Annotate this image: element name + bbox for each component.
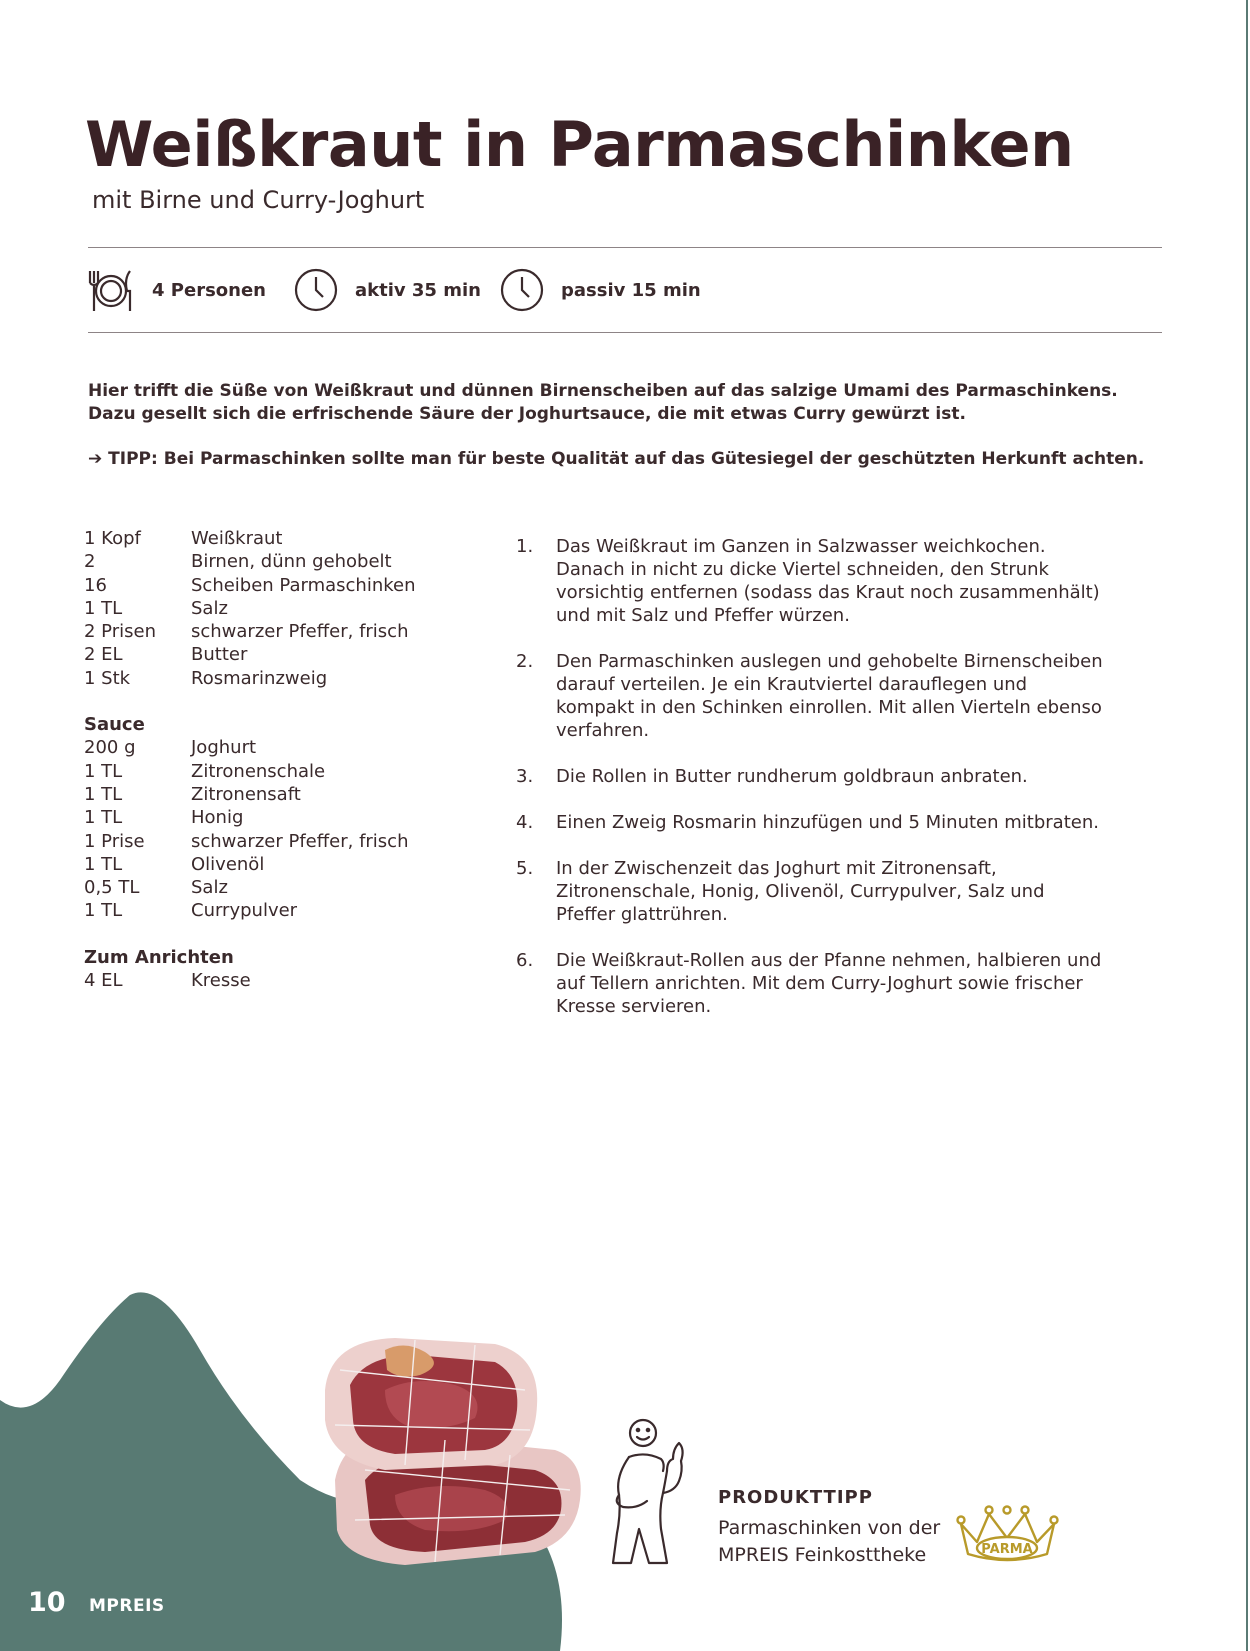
step-text: Das Weißkraut im Ganzen in Salzwasser weichkochen. Danach in nicht zu dicke Viertel schneiden, den Strunk vorsichtig entfernen (sodass das Kraut noch zusammenhält) und mit Salz und Pfeffer würzen. [556, 536, 1100, 626]
ingredient-item: schwarzer Pfeffer, frisch [191, 621, 409, 643]
arrow-right-icon: ➔ [88, 449, 103, 469]
step-number: 4. [516, 812, 534, 833]
intro-line-1: Hier trifft die Süße von Weißkraut und dünnen Birnenscheiben auf das salzige Umami des Parmaschinkens. [88, 381, 1118, 401]
ingredient-item: Kresse [191, 970, 251, 992]
ingredient-item: Salz [191, 597, 228, 619]
ingredient-qty: 0,5 TL [84, 877, 140, 899]
brand-logo: MPREIS [89, 1596, 165, 1616]
ingredient-row [84, 806, 504, 829]
servings-label: 4 Personen [152, 279, 266, 301]
garnish-heading: Zum Anrichten [84, 946, 234, 968]
ingredient-item: Zitronensaft [191, 783, 301, 805]
parma-crown-seal-icon [955, 1502, 1060, 1572]
step-number: 2. [516, 651, 534, 672]
divider-bottom [88, 332, 1162, 333]
intro-line-2: Dazu gesellt sich die erfrischende Säure der Joghurtsauce, die mit etwas Curry gewürzt ist. [88, 404, 966, 424]
ingredient-row [84, 574, 504, 597]
ingredient-item: Olivenöl [191, 853, 265, 875]
ingredient-qty: 4 EL [84, 970, 123, 992]
tip-label: TIPP: [108, 449, 158, 469]
ingredient-row [84, 899, 504, 922]
step-text: Den Parmaschinken auslegen und gehobelte Birnenscheiben darauf verteilen. Je ein Krautviertel darauflegen und kompakt in den Schinken einrollen. Mit allen Vierteln ebenso verfahren. [556, 651, 1103, 741]
ingredient-qty: 1 TL [84, 760, 123, 782]
ingredient-row [84, 527, 504, 550]
divider-top [88, 247, 1162, 248]
ingredient-row [84, 969, 504, 992]
ingredient-qty: 2 Prisen [84, 621, 156, 643]
ingredient-item: Joghurt [191, 737, 257, 759]
meta-passive-time [499, 264, 701, 316]
step-3 [516, 765, 1106, 788]
page-number: 10 [28, 1587, 66, 1618]
product-tip-line-1: Parmaschinken von der [718, 1517, 941, 1539]
meta-active-time [293, 264, 481, 316]
ingredient-qty: 1 Kopf [84, 528, 141, 549]
page-edge-rule [1246, 0, 1248, 1651]
parma-ham-image [325, 1330, 595, 1570]
tip-line [88, 449, 1144, 469]
step-number: 6. [516, 950, 534, 971]
ingredient-item: Zitronenschale [191, 760, 326, 782]
step-text: Einen Zweig Rosmarin hinzufügen und 5 Minuten mitbraten. [556, 812, 1099, 833]
ingredient-item: Honig [191, 807, 244, 829]
recipe-subtitle: mit Birne und Curry-Joghurt [92, 186, 425, 214]
ingredient-qty: 1 TL [84, 783, 123, 805]
step-text: In der Zwischenzeit das Joghurt mit Zitronensaft, Zitronenschale, Honig, Olivenöl, Currypulver, Salz und Pfeffer glattrühren. [556, 858, 1045, 925]
seal-text: PARMA [981, 1542, 1033, 1557]
step-number: 5. [516, 858, 534, 879]
step-text: Die Rollen in Butter rundherum goldbraun anbraten. [556, 766, 1028, 787]
step-6 [516, 949, 1106, 1018]
ingredient-item: Butter [191, 644, 248, 666]
ingredient-row [84, 876, 504, 899]
ingredients-list [84, 527, 504, 992]
step-1 [516, 535, 1106, 627]
ingredient-row [84, 550, 504, 573]
ingredient-qty: 2 [84, 551, 96, 573]
active-time-label: aktiv 35 min [355, 279, 481, 301]
plate-cutlery-icon [86, 267, 136, 313]
step-text: Die Weißkraut-Rollen aus der Pfanne nehmen, halbieren und auf Tellern anrichten. Mit dem Curry-Joghurt sowie frischer Kresse servieren. [556, 950, 1102, 1017]
ingredient-row [84, 853, 504, 876]
step-2 [516, 650, 1106, 742]
step-number: 3. [516, 766, 534, 787]
ingredient-qty: 16 [84, 574, 107, 596]
thumbs-up-mascot-icon [605, 1417, 695, 1567]
ingredient-qty: 1 TL [84, 853, 123, 875]
ingredient-item: Birnen, dünn gehobelt [191, 551, 392, 573]
ingredient-item: Scheiben Parmaschinken [191, 574, 416, 596]
ingredient-row [84, 760, 504, 783]
ingredient-row [84, 783, 504, 806]
tip-text: Bei Parmaschinken sollte man für beste Qualität auf das Gütesiegel der geschützten Herkunft achten. [163, 449, 1145, 469]
ingredient-row [84, 830, 504, 853]
ingredients-main [84, 527, 504, 690]
ingredient-item: Rosmarinzweig [191, 667, 328, 689]
ingredient-qty: 1 TL [84, 900, 123, 922]
product-tip-line-2: MPREIS Feinkosttheke [718, 1544, 927, 1566]
clock-icon [293, 267, 339, 313]
ingredient-qty: 1 TL [84, 597, 123, 619]
step-5 [516, 857, 1106, 926]
ingredient-qty: 1 Prise [84, 830, 145, 852]
ingredient-qty: 200 g [84, 737, 136, 759]
ingredients-sauce [84, 736, 504, 922]
preparation-steps [516, 535, 1106, 1041]
passive-time-label: passiv 15 min [561, 279, 701, 301]
ingredient-qty: 1 TL [84, 807, 123, 829]
ingredient-item: schwarzer Pfeffer, frisch [191, 830, 409, 852]
step-number: 1. [516, 536, 534, 557]
ingredient-item: Currypulver [191, 900, 298, 922]
meta-servings [86, 264, 266, 316]
ingredient-row [84, 597, 504, 620]
ingredient-row [84, 643, 504, 666]
ingredients-garnish [84, 969, 504, 992]
step-4 [516, 811, 1106, 834]
ingredient-qty: 1 Stk [84, 667, 131, 689]
ingredient-item: Weißkraut [191, 528, 283, 549]
sauce-heading: Sauce [84, 714, 145, 736]
ingredient-item: Salz [191, 877, 228, 899]
ingredient-row [84, 667, 504, 690]
clock-icon [499, 267, 545, 313]
product-tip-heading: PRODUKTTIPP [718, 1487, 873, 1508]
intro-text [88, 380, 1168, 426]
ingredient-qty: 2 EL [84, 644, 123, 666]
recipe-title: Weißkraut in Parmaschinken [85, 108, 1074, 181]
ingredient-row [84, 736, 504, 759]
ingredient-row [84, 620, 504, 643]
